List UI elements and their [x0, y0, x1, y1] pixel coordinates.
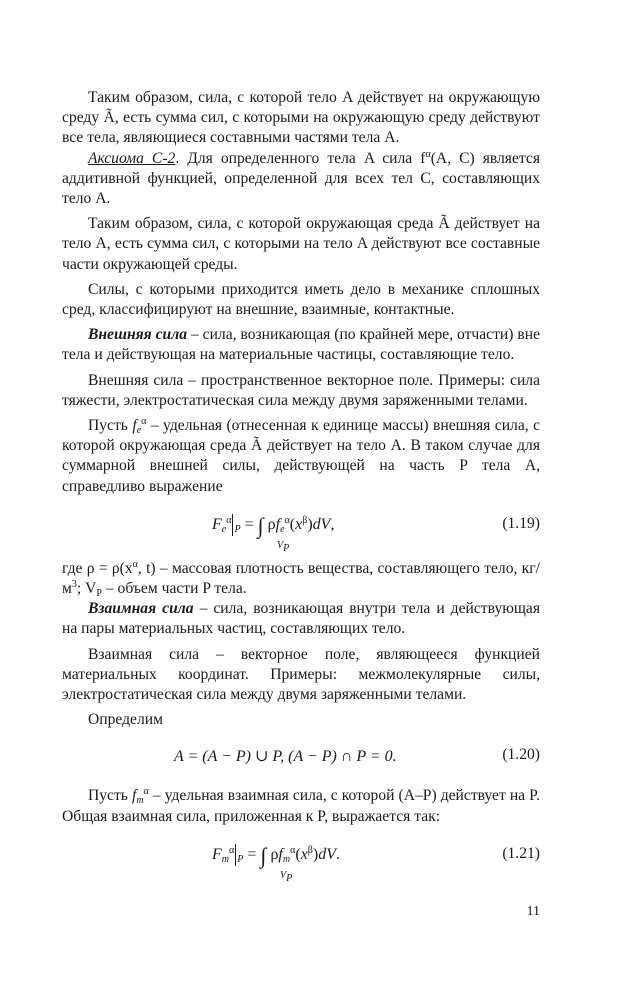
equation-1-19-number: (1.19) — [502, 514, 540, 532]
paragraph-7: Пусть $f_e^\alpha$ – удельная (отнесенная к единице массы) внешняя сила, с которой окружающая среда Ã действует на тело A. В таком случае для суммарной внешней силы, действующей на часть P тела A, справедливо выражение — [62, 416, 540, 495]
term-external-force: Внешняя сила — [88, 326, 188, 344]
p7-start: Пусть — [88, 417, 133, 435]
term-mutual-force: Взаимная сила — [88, 600, 194, 618]
axiom-text: . Для определенного тела A сила f — [175, 149, 426, 167]
p8-a: где ρ = ρ(x — [62, 559, 133, 577]
paragraph-11: Определим — [88, 711, 163, 729]
p7-rest: – удельная (отнесенная к единице массы) внешняя сила, с которой окружающая среда Ã действует на тело A. В таком случае для суммарной внешней силы, действующей на часть P тела A, справедливо выражение — [62, 417, 540, 495]
paragraph-axiom — [62, 149, 540, 210]
equation-1-19-body: $F_e^\alpha_P$ = ∫ $\rho f_e^\alpha(x^\beta)dV$, $V_P$ — [212, 512, 335, 554]
alpha-sup: α — [425, 148, 431, 160]
page-number: 11 — [526, 904, 540, 919]
equation-1-21-number: (1.21) — [502, 844, 540, 862]
paragraph-1: Таким образом, сила, с которой тело A действует на окружающую среду Ã, есть сумма сил, с которыми на окружающую среду действуют все тела, являющиеся составными частями тела A. — [62, 89, 540, 147]
paragraph-3: Таким образом, сила, с которой окружающая среда Ã действует на тело A, есть сумма сил, с которыми на тело A действуют все составные части окружающей среды. — [62, 215, 540, 273]
paragraph-external-force — [62, 325, 540, 365]
external-force-def: – сила, возникающая (по крайней мере, отчасти) вне тела и действующая на материальные частицы, составляющие тело. — [62, 326, 540, 364]
paragraph-6: Внешняя сила – пространственное векторное поле. Примеры: сила тяжести, электростатическая сила между двумя заряженными телами. — [62, 371, 540, 409]
paragraph-10: Взаимная сила – векторное поле, являющееся функцией материальных координат. Примеры: межмолекулярные силы, электростатическая сила между двумя заряженными телами. — [62, 645, 540, 704]
p8-c: ; V — [76, 580, 97, 598]
p12-start: Пусть — [88, 787, 132, 805]
paragraph-8: где $\rho = \rho(x^\alpha$, t) – массовая плотность вещества, составляющего тело, $кг/м^3$; $V_P$ – объем части P тела. — [62, 558, 540, 600]
equation-1-21 — [62, 835, 540, 884]
equation-1-20-body: A = (A − P) ∪ P, (A − P) ∩ P = 0. — [174, 748, 397, 766]
axiom-title: Аксиома С-2 — [88, 149, 176, 167]
p8-b: , t) – массовая плотность вещества, составляющего тело, кг/м — [62, 559, 540, 598]
equation-1-20-number: (1.20) — [502, 746, 540, 764]
page-text — [62, 88, 540, 889]
equation-1-19 — [62, 505, 540, 554]
axiom-args: (A, C) — [430, 149, 475, 167]
equation-1-20 — [62, 742, 540, 772]
paragraph-12: Пусть $f_m^\alpha$ – удельная взаимная сила, с которой (A–P) действует на P. Общая взаимная сила, приложенная к P, выражается так: — [62, 786, 540, 825]
p12-rest: – удельная взаимная сила, с которой (A–P) действует на P. Общая взаимная сила, приложенная к P, выражается так: — [62, 787, 540, 825]
mutual-force-def: – сила, возникающая внутри тела и действующая на пары материальных частиц, составляющих тело. — [62, 600, 540, 638]
axiom-rest: является аддитивной функцией, определенной для всех тел C, составляющих тело A. — [62, 149, 540, 208]
paragraph-mutual-force — [62, 599, 540, 639]
paragraph-4: Силы, с которыми приходится иметь дело в механике сплошных сред, классифицируют на внешние, взаимные, контактные. — [62, 280, 540, 319]
equation-1-21-body: $F_m^\alpha_P$ = ∫ $\rho f_m^\alpha(x^\beta)dV$. $V_P$ — [212, 842, 340, 884]
p8-d: – объем части P тела. — [101, 580, 247, 598]
